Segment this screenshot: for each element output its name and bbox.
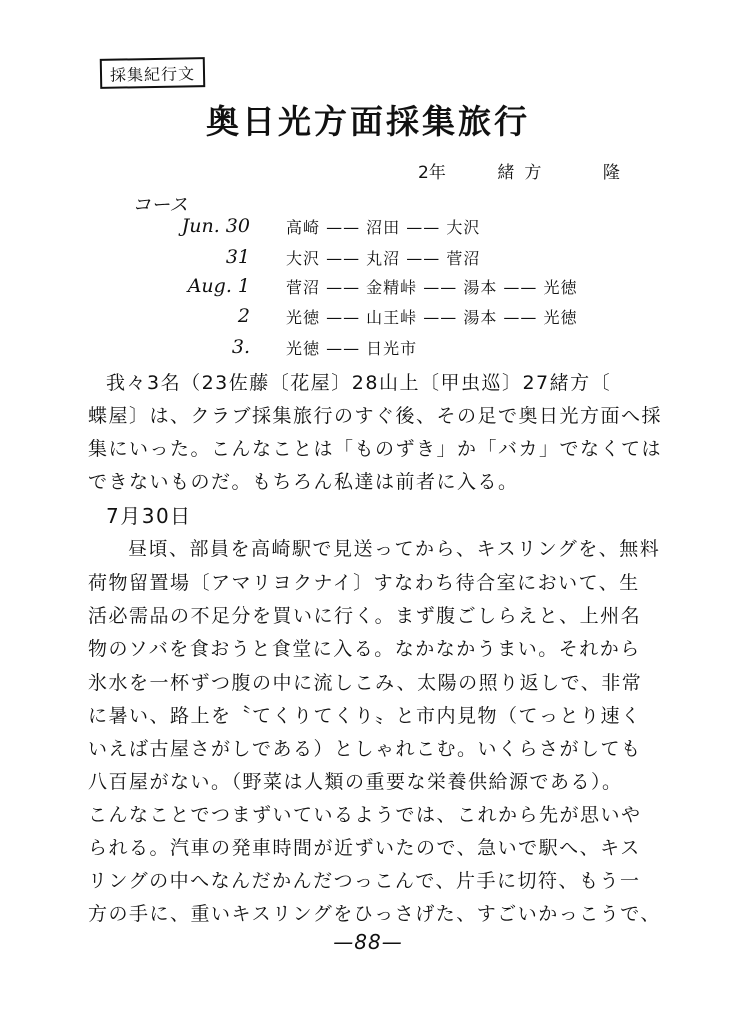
entry-date-heading: 7月30日 <box>106 504 192 528</box>
text-line: いえば古屋さがしである）としゃれこむ。いくらさがしても <box>88 738 642 760</box>
text-line: 氷水を一杯ずつ腹の中に流しこみ、太陽の照り返しで、非常 <box>88 672 643 694</box>
text-line: できないものだ。もちろん私達は前者に入る。 <box>88 471 519 493</box>
course-date: 31 <box>225 246 250 268</box>
text-line: に暑い、路上を〝てくりてくり〟と市内見物（てっとり速く <box>88 705 642 727</box>
text-line: 蝶屋〕は、クラブ採集旅行のすぐ後、その足で奥日光方面へ採 <box>88 405 663 427</box>
text-line: 昼頃、部員を高崎駅で見送ってから、キスリングを、無料 <box>128 538 661 560</box>
author-given-name: 隆 <box>602 163 620 183</box>
course-route: 大沢 —— 丸沼 —— 菅沼 <box>286 249 481 268</box>
text-line: 活必需品の不足分を買いに行く。まず腹ごしらえと、上州名 <box>88 605 642 627</box>
text-line: 八百屋がない。（野菜は人類の重要な栄養供給源である）。 <box>88 771 623 793</box>
page-number: —88— <box>333 930 403 954</box>
course-date: Jun. 30 <box>181 215 250 237</box>
text-line: 集にいった。こんなことは「ものずき」か「バカ」でなくては <box>88 438 663 460</box>
author-surname: 緒方 <box>497 163 552 183</box>
text-line: 方の手に、重いキスリングをひっさげた、すごいかっこうで、 <box>88 903 661 925</box>
course-date: 3. <box>231 336 250 358</box>
page-title: 奥日光方面採集旅行 <box>206 102 530 141</box>
text-line: リングの中へなんだかんだつっこんで、片手に切符、もう一 <box>88 870 641 892</box>
course-date: 2 <box>237 305 250 327</box>
section-tag: 採集紀行文 <box>100 57 206 89</box>
text-line: 我々3名（23佐藤〔花屋〕28山上〔甲虫巡〕27緒方〔 <box>106 372 612 394</box>
course-route: 菅沼 —— 金精峠 —— 湯本 —— 光徳 <box>286 278 578 297</box>
course-route: 光徳 —— 日光市 <box>286 339 418 358</box>
course-label: コース <box>132 194 189 216</box>
course-route: 光徳 —— 山王峠 —— 湯本 —— 光徳 <box>286 308 578 327</box>
author-grade: 2年 <box>418 163 446 183</box>
course-route: 高崎 —— 沼田 —— 大沢 <box>286 218 481 237</box>
course-date: Aug. 1 <box>187 275 250 297</box>
text-line: られる。汽車の発車時間が近ずいたので、急いで駅へ、キス <box>88 837 641 859</box>
text-line: 物のソバを食おうと食堂に入る。なかなかうまい。それから <box>88 638 641 660</box>
author-line <box>418 158 620 183</box>
text-line: こんなことでつまずいているようでは、これから先が思いや <box>88 804 642 826</box>
text-line: 荷物留置場〔アマリヨクナイ〕すなわち待合室において、生 <box>88 572 640 594</box>
